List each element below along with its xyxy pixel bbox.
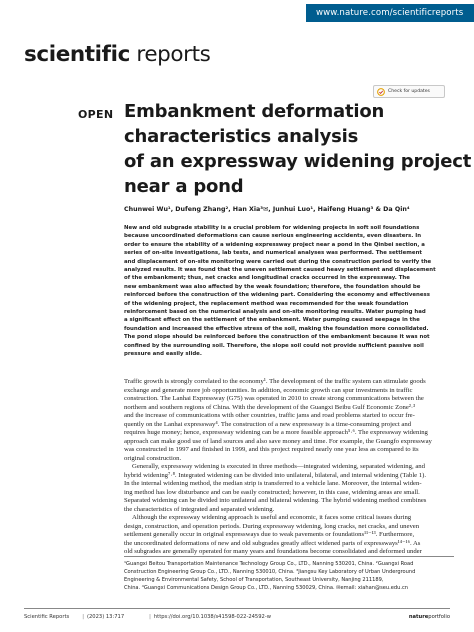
journal-url-bar[interactable] (306, 4, 474, 22)
body-line: construction. The Lanhai Expressway (G75) was operated in 2010 to create strong communications between the (124, 395, 424, 402)
footer-separator: | (149, 614, 151, 620)
journal-logo (24, 42, 210, 67)
abstract-line: order to ensure the stability of a widening expressway project near a pond in the Qinbei section, a (124, 241, 425, 248)
body-line: northern and southern regions of China. With the development of the Guangxi Beibu Gulf Economic Zone²·³ (124, 403, 416, 411)
page-footer (24, 611, 450, 623)
body-line: Separated widening can be divided into unilateral and bilateral widening. The hybrid widening method combines (124, 497, 427, 504)
brand-light: portfolio (428, 614, 450, 620)
footer-citation: (2023) 13:717 (86, 614, 125, 620)
body-paragraph (124, 463, 454, 514)
journal-url[interactable]: www.nature.com/scientificreports (316, 8, 464, 18)
nature-portfolio-logo (409, 614, 450, 620)
body-line: Although the expressway widening approach is useful and economic, it faces some critical issues during (132, 514, 412, 521)
body-line: design, construction, and operation periods. During expressway widening, long cracks, net cracks, and uneven (124, 522, 420, 530)
author-list: Chunwei Wu¹, Dufeng Zhang², Han Xia³✉, Junhui Luo¹, Haifeng Huang³ & Da Qin⁴ (124, 206, 410, 213)
footer-separator: | (82, 614, 84, 620)
journal-logo-bold: scientific (24, 42, 130, 67)
abstract-line: pressure and easily slide. (124, 351, 202, 358)
abstract-line: series of on-site investigations, lab tests, and numerical analyses was performed. The settlement (124, 250, 422, 257)
title-line: near a pond (124, 176, 244, 197)
body-line: Traffic growth is strongly correlated to the economy¹. The development of the traffic system can stimulate goods (124, 378, 426, 385)
abstract-line: reinforced before the construction of the widening part. Considering the economy and effectiveness (124, 292, 430, 299)
check-updates-label: Check for updates (388, 89, 430, 94)
abstract-line: confined by the surrounding soil. Therefore, the slope soil could not provide sufficient passive soil (124, 342, 424, 349)
body-line: was constructed in 1997 and finished in 1999, and this project required nearly one year less as compared to its (124, 446, 419, 453)
abstract-line: because uncoordinated deformations can cause serious engineering accidents, even disasters. In (124, 233, 422, 240)
abstract-line: of the embankment; thus, net cracks and longitudinal cracks occurred in the expressway. The (124, 275, 410, 282)
abstract-line: a significant effect on the settlement of the embankment. Water pumping caused seepage in the (124, 317, 420, 324)
article-body (124, 378, 454, 557)
body-line: ing method has low disturbance and can be easily constructed; however, in this case, widening areas are small. (124, 488, 420, 496)
body-line: In the internal widening method, the median strip is transferred to a vehicle lane. Moreover, the internal widen- (124, 480, 422, 487)
body-line: hybrid widening⁷·⁸. Integrated widening can be divided into unilateral, bilateral, and internal widening (Table 1). (124, 471, 427, 479)
check-for-updates-button[interactable] (373, 85, 445, 98)
affiliation-line: Engineering & Environmental Safety, School of Transportation, Southeast University, Nanjing 211189, (124, 577, 384, 583)
abstract-line: The pond slope should be reinforced before the construction of the embankment because it was not (124, 334, 430, 341)
title-line: characteristics analysis (124, 126, 359, 147)
brand-bold: nature (408, 614, 429, 620)
body-line: quently on the Lanhai expressway⁴. The construction of a new expressway is a time-consuming project and (124, 420, 412, 428)
affiliation-divider (124, 556, 454, 557)
title-line: of an expressway widening project (124, 151, 472, 172)
body-line: the characteristics of integrated and separated widening. (124, 505, 275, 513)
body-line: requires huge money; hence, expressway widening can be a more feasible approach⁵·⁶. The expressway widening (124, 429, 428, 436)
affiliation-line: ¹Guangxi Beitou Transportation Maintenance Technology Group Co., LTD., Nanning 530201, China. ²Guangxi Road (124, 561, 414, 567)
open-access-label: OPEN (78, 108, 114, 121)
abstract-line: reinforcement based on the numerical analysis and on-site monitoring results. Water pumping had (124, 309, 426, 316)
check-updates-icon (377, 88, 385, 96)
footer-doi-link[interactable]: https://doi.org/10.1038/s41598-022-24592-w (153, 614, 271, 620)
body-line: the uncoordinated deformations of new and old subgrades greatly affect widened parts of expressways¹⁴⁻¹⁶. As (124, 539, 421, 547)
body-paragraph (124, 378, 454, 463)
abstract-line: and displacement of on-site monitoring were carried out during the construction period to verify the (124, 258, 432, 265)
abstract-line: foundation and increased the effective stress of the soil, making the foundation more consolidated. (124, 325, 429, 332)
title-line: Embankment deformation (124, 101, 385, 122)
body-line: approach can make good use of land sources and also save money and time. For example, the Guangfo expressway (124, 437, 432, 445)
body-line: settlement generally occur in original expressways due to weak pavements or foundations¹¹⁻¹³. Furthermore, (124, 531, 415, 538)
body-paragraph (124, 514, 454, 557)
abstract-line: new embankment was also affected by the weak foundation; therefore, the foundation should be (124, 283, 421, 290)
footer-divider (24, 608, 450, 609)
footer-journal: Scientific Reports (24, 614, 70, 620)
affiliation-line: China. ⁴Guangxi Communications Design Group Co., LTD., Nanning 530029, China. ✉email: xiahan@seu.edu.cn (124, 585, 408, 591)
affiliation-line: Construction Engineering Group Co., LTD., Nanning 530010, China. ³Jiangsu Key Laboratory of Urban Underground (124, 569, 416, 575)
abstract-line: of the widening project, the replacement method was recommended for the weak foundation (124, 300, 409, 307)
body-line: old subgrades are generally operated for many years and foundations become consolidated and deformed under (124, 548, 422, 555)
abstract (124, 224, 452, 359)
body-line: Generally, expressway widening is executed in three methods—integrated widening, separated widening, and (132, 463, 425, 470)
body-line: and the increase of communications with other countries, traffic jams and road problems started to occur fre- (124, 412, 415, 419)
article-title (124, 99, 472, 199)
abstract-line: analyzed results. It was found that the uneven settlement caused heavy settlement and displacement (124, 267, 436, 274)
abstract-line: New and old subgrade stability is a crucial problem for widening projects in soft soil foundations (124, 225, 420, 231)
journal-logo-light: reports (129, 42, 211, 67)
affiliations (124, 560, 454, 592)
body-line: exchange and generate more job opportunities. In addition, economic growth can spur investments in traffic (124, 386, 413, 394)
body-line: original construction. (124, 454, 182, 462)
